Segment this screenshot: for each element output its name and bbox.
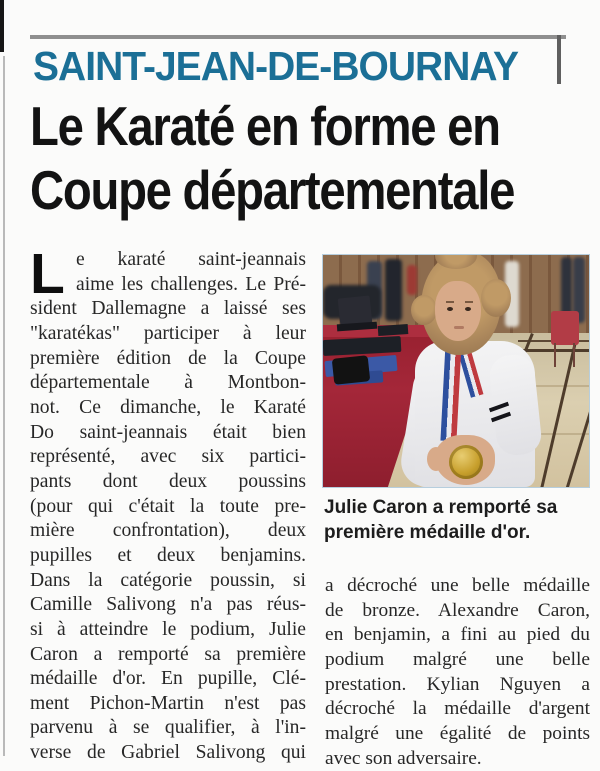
girl-eyebrow xyxy=(465,301,473,303)
photo-caption xyxy=(324,495,590,545)
article-column-left xyxy=(30,242,306,766)
person-silhouette xyxy=(385,259,402,321)
article-text-line: décroché la médaille d'argent xyxy=(325,698,590,720)
scan-edge-mark xyxy=(0,0,4,52)
article-headline xyxy=(30,94,514,222)
black-folder xyxy=(378,324,409,336)
court-line-diagonal xyxy=(560,405,590,488)
article-column-right xyxy=(325,574,590,771)
girl-mouth xyxy=(454,326,464,329)
article-text-line: e karaté saint-jeannais xyxy=(76,249,306,270)
kicker-end-tick xyxy=(557,35,561,84)
article-text-line: de bronze. Alexandre Caron, xyxy=(325,599,590,621)
article-text-line: Dans la catégorie poussin, si xyxy=(30,569,306,591)
chair-leg xyxy=(573,343,575,367)
article-text-line: si à atteindre le podium, Julie xyxy=(30,618,306,640)
section-top-rule xyxy=(30,35,566,39)
article-photo xyxy=(322,254,590,488)
headline-line-2: Coupe départementale xyxy=(30,159,515,221)
article-text-line: podium malgré une belle xyxy=(325,648,590,670)
article-text-line: malgré une égalité de points xyxy=(325,722,590,744)
left-column-text xyxy=(30,242,306,766)
gold-medal xyxy=(449,445,483,479)
girl-eye xyxy=(465,307,471,311)
article-text-line: représenté, avec six partici- xyxy=(30,446,306,468)
person-silhouette-red xyxy=(407,265,417,295)
headline-line-1: Le Karaté en forme en xyxy=(30,95,500,157)
chair-leg xyxy=(554,343,556,367)
girl-eye xyxy=(447,307,453,311)
girl-face xyxy=(435,281,481,341)
article-text-line: première édition de la Coupe xyxy=(30,347,306,369)
article-text-line: ment Pichon-Martin n'est pas xyxy=(30,692,306,714)
article-text-line: (pour qui c'était la toute pre- xyxy=(30,495,306,517)
article-text-line: prestation. Kylian Nguyen a xyxy=(325,673,590,695)
article-text-line: sident Dallemagne a laissé ses xyxy=(30,298,306,320)
left-column-rule xyxy=(3,56,5,756)
camera xyxy=(332,355,371,385)
article-text-line: mière confrontation), deux xyxy=(30,520,306,542)
article-text-line: parvenu à se qualifier, à l'in- xyxy=(30,717,306,739)
article-text-line: verse de Gabriel Salivong qui xyxy=(30,742,306,764)
article-text-line: a décroché une belle médaille xyxy=(325,575,590,596)
article-text-line: pupilles et deux benjamins. xyxy=(30,544,306,566)
red-chair xyxy=(551,311,579,345)
article-text-line: avec son adversaire. xyxy=(325,747,482,769)
article-text-line: Do saint-jeannais était bien xyxy=(30,421,306,443)
girl-hair-curl xyxy=(411,295,437,325)
girl-hair-curl xyxy=(481,279,511,317)
article-text-line: not. Ce dimanche, le Karaté xyxy=(30,396,306,418)
article-text-line: pants dont deux poussins xyxy=(30,470,306,492)
article-text-line: médaille d'or. En pupille, Clé- xyxy=(30,668,306,690)
section-kicker: SAINT-JEAN-DE-BOURNAY xyxy=(33,43,519,89)
caption-line: Julie Caron a remporté sa xyxy=(324,497,558,518)
drop-cap: L xyxy=(30,242,65,306)
article-text-line: Caron a remporté sa première xyxy=(30,643,306,665)
article-text-line: en benjamin, a fini au pied du xyxy=(325,624,590,646)
article-text-line: "karatékas" participer à leur xyxy=(30,322,306,344)
article-text-line: Camille Salivong n'a pas réus- xyxy=(30,594,306,616)
article-text-line: départementale à Montbon- xyxy=(30,372,306,394)
right-column-text xyxy=(325,574,590,771)
article-text-line: aime les challenges. Le Pré- xyxy=(76,273,306,295)
girl-eyebrow xyxy=(446,301,454,303)
caption-line: première médaille d'or. xyxy=(324,522,531,543)
